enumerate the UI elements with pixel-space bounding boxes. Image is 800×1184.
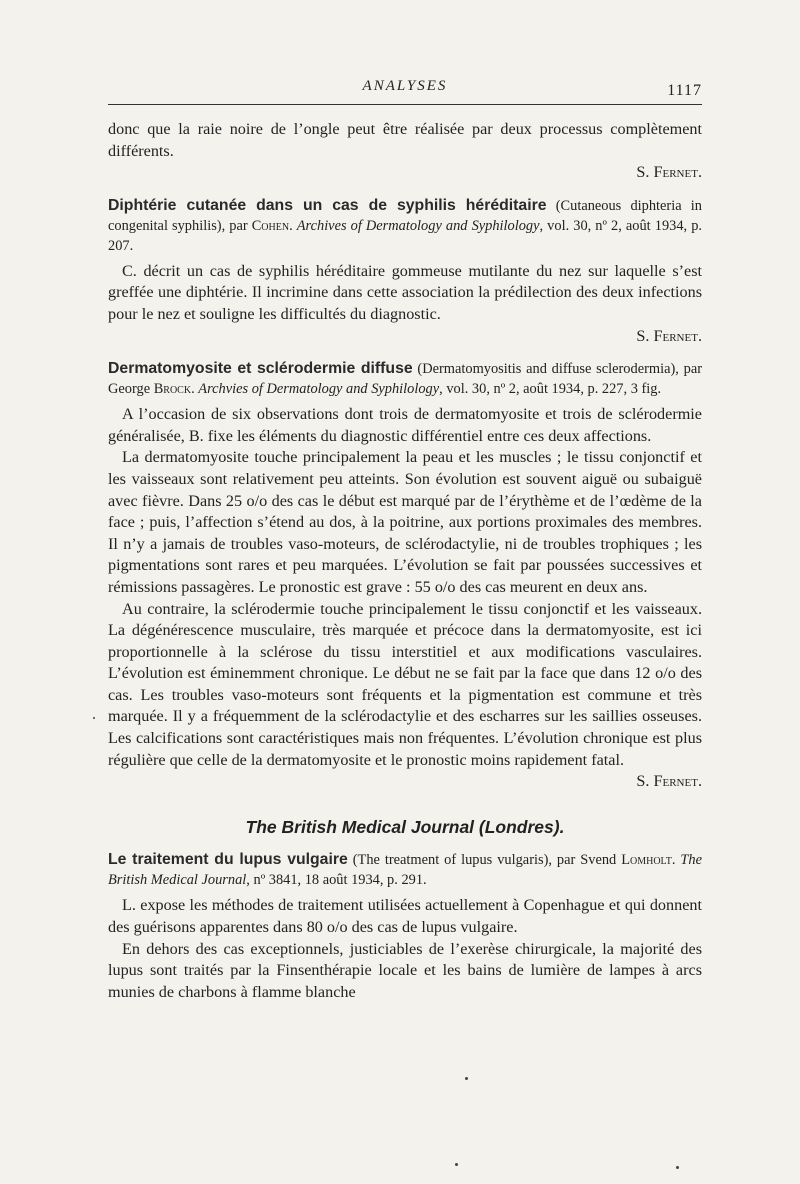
running-head — [108, 74, 702, 105]
review-entry-lupus — [108, 850, 702, 1003]
entry-paragraph: Au contraire, la sclérodermie touche principalement le tissu conjonctif et les vaisseaux. La dégénérescence musculaire, très marquée et précoce dans la dermatomyosite, est ici proportionnelle à la sclérose du tissu interstitiel et aux modifications vasculaires. L’évolution est éminemment chronique. Le début ne se fait par la face que dans 12 o/o des cas. Les troubles vaso-moteurs sont fréquents et la pigmentation est commune et très marquée. Il y a fréquemment de la sclérodactylie et des escharres sur les saillies osseuses. Les calcifications sont caractéristiques mais non fréquentes. L’évolution chronique est plus régulière que celle de la dermatomyosite et le pronostic moins rapidement fatal. S. Fernet. — [108, 599, 702, 793]
entry-title: Diphtérie cutanée dans un cas de syphilis héréditaire — [108, 196, 547, 214]
article-body — [108, 119, 702, 1003]
signature: S. Fernet. — [636, 326, 702, 345]
author-name: Lomholt — [621, 852, 672, 869]
continuation-paragraph — [108, 119, 702, 184]
review-entry-diphteria — [108, 196, 702, 347]
page-number: 1117 — [667, 82, 702, 99]
citation: , vol. 30, nº 2, août 1934, p. 207. — [108, 217, 702, 254]
continuation-text: donc que la raie noire de l’ongle peut être réalisée par deux processus complètement différents. — [108, 120, 702, 160]
running-title: ANALYSES — [362, 78, 448, 94]
review-entry-dermatomyosite — [108, 359, 702, 793]
ink-speck — [465, 1077, 468, 1080]
journal-title: Archvies of Dermatology and Syphilology — [198, 381, 440, 398]
entry-paragraph: L. expose les méthodes de traitement utilisées actuellement à Copenhague et qui donnent des guérisons apparentes dans 80 o/o des cas de lupus vulgaire. — [108, 896, 702, 937]
author-name: Brock — [153, 381, 192, 398]
entry-title: Dermatomyosite et sclérodermie diffuse — [108, 360, 413, 378]
entry-body — [108, 261, 702, 347]
journal-section-heading: The British Medical Journal (Londres). — [245, 816, 565, 837]
signature: S. Fernet. — [636, 163, 702, 182]
journal-title: The British Medical Journal — [108, 852, 702, 889]
entry-paragraph: La dermatomyosite touche principalement la peau et les muscles ; le tissu conjonctif et les vaisseaux sont relativement peu atteints. Son évolution est souvent aiguë ou subaiguë avec fièvre. Dans 25 o/o des cas le début est marqué par de l’érythème et de l’œdème de la face ; puis, l’affection s’étend au dos, à la poitrine, aux portions proximales des membres. Il n’y a jamais de troubles vaso-moteurs, de sclérodactylie, ni de troubles trophiques ; les pigmentations sont rares et peu marquées. L’évolution se fait par poussées successives et rémissions passagères. Le pronostic est grave : 55 o/o des cas meurent en deux ans. — [108, 448, 702, 596]
entry-heading: Le traitement du lupus vulgaire (The treatment of lupus vulgaris), par Svend Lomholt. The British Medical Journal, nº 3841, 18 août 1934, p. 291. — [108, 851, 702, 889]
entry-paragraph: En dehors des cas exceptionnels, justiciables de l’exerèse chirurgicale, la majorité des lupus sont traités par la Finsenthérapie locale et les bains de lumière de lampes à arcs munies de charbons à flamme blanche — [108, 939, 702, 1001]
ink-speck — [93, 717, 95, 719]
entry-paragraph: A l’occasion de six observations dont trois de dermatomyosite et trois de sclérodermie généralisée, B. fixe les éléments du diagnostic différentiel entre ces deux affections. — [108, 405, 702, 445]
entry-heading: Diphtérie cutanée dans un cas de syphilis héréditaire (Cutaneous diphteria in congenital syphilis), par Cohen. Archives of Dermatology and Syphilology, vol. 30, nº 2, août 1934, p. 207. — [108, 196, 702, 254]
entry-title: Le traitement du lupus vulgaire — [108, 851, 348, 869]
ink-speck — [676, 1166, 679, 1169]
citation: , vol. 30, nº 2, août 1934, p. 227, 3 fig. — [439, 381, 662, 398]
author-name: Cohen — [251, 217, 290, 234]
journal-title: Archives of Dermatology and Syphilology — [296, 217, 540, 234]
entry-body — [108, 404, 702, 793]
signature: S. Fernet. — [636, 772, 702, 791]
entry-heading: Dermatomyosite et sclérodermie diffuse (Dermatomyositis and diffuse sclerodermia), par George Brock. Archvies of Dermatology and Syphilology, vol. 30, nº 2, août 1934, p. 227, 3 fig. — [108, 360, 702, 398]
ink-speck — [455, 1163, 458, 1166]
page — [108, 74, 702, 1003]
entry-paragraph: C. décrit un cas de syphilis héréditaire gommeuse mutilante du nez sur laquelle s’est greffée une diphtérie. Il incrimine dans cette association la prédilection des deux infections pour le nez et souligne les difficultés du diagnostic. S. Fernet. — [108, 261, 702, 347]
entry-body — [108, 895, 702, 1003]
citation: , nº 3841, 18 août 1934, p. 291. — [246, 872, 427, 889]
